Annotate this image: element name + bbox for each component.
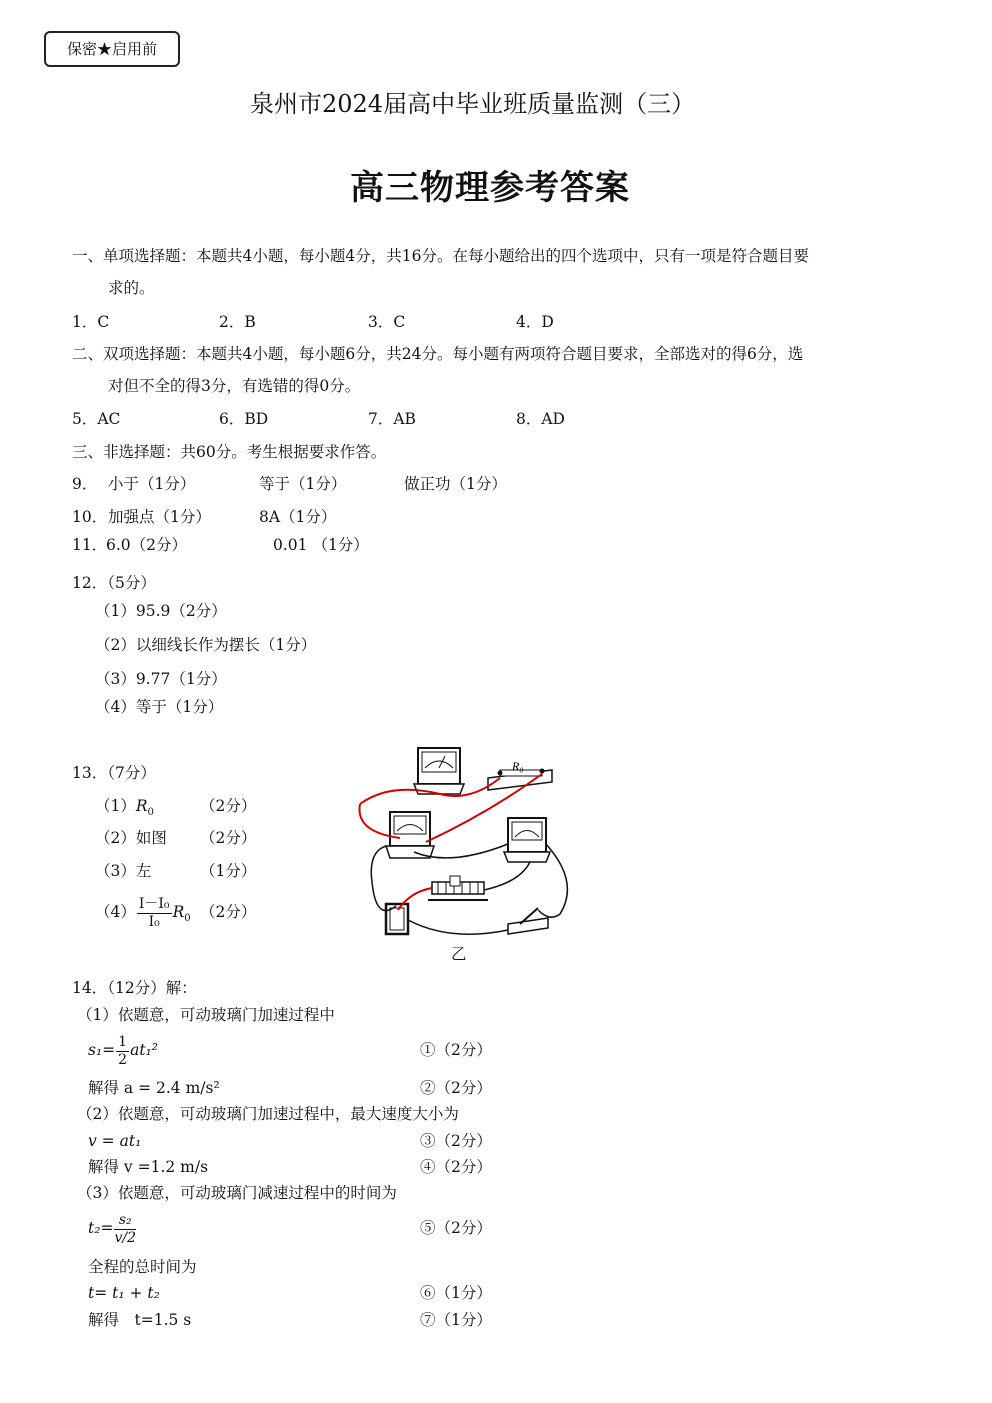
q13-item-4-sub: 0 bbox=[184, 913, 191, 925]
eq5-fraction bbox=[114, 1212, 136, 1247]
answer-5: 5．AC bbox=[72, 410, 121, 428]
answer-8: 8．AD bbox=[516, 410, 565, 428]
q14-eq5 bbox=[88, 1208, 137, 1248]
q13-item-1-sub: 0 bbox=[147, 807, 154, 819]
battery-icon bbox=[386, 904, 408, 934]
q13-item-1-label: （1） bbox=[95, 797, 136, 815]
q14-eq1 bbox=[88, 1030, 158, 1070]
q14-eq7: 解得 t=1.5 s bbox=[88, 1311, 192, 1329]
q14-heading: 14．（12分）解： bbox=[72, 979, 197, 997]
eq1-lhs: s₁= bbox=[88, 1041, 116, 1059]
eq1-fraction bbox=[116, 1034, 129, 1069]
q14-score-5: ⑤（2分） bbox=[420, 1219, 492, 1237]
answer-3: 3．C bbox=[368, 313, 406, 331]
q13-item-4 bbox=[95, 892, 191, 939]
q14-eq2: 解得 a = 2.4 m/s² bbox=[88, 1079, 220, 1097]
q13-item-1 bbox=[95, 796, 154, 823]
q14-eq6: t= t₁ + t₂ bbox=[88, 1284, 160, 1302]
answer-6: 6．BD bbox=[219, 410, 269, 428]
figure-caption: 乙 bbox=[451, 945, 467, 963]
fraction-denominator: I₀ bbox=[148, 913, 160, 930]
q9-answer-1: 小于（1分） bbox=[108, 475, 196, 493]
q11-number: 11． bbox=[72, 536, 108, 554]
fraction-numerator: 1 bbox=[118, 1033, 128, 1050]
q13-item-3: （3）左 bbox=[95, 862, 152, 880]
q14-score-4: ④（2分） bbox=[420, 1158, 492, 1176]
circuit-diagram bbox=[350, 742, 580, 967]
eq5-lhs: t₂= bbox=[88, 1219, 114, 1237]
q13-item-1-var: R bbox=[135, 797, 148, 815]
sec1-line1: 一、单项选择题：本题共4小题，每小题4分，共16分。在每小题给出的四个选项中，只有一项是符合题目要 bbox=[72, 247, 809, 265]
q11-answer-1: 6.0（2分） bbox=[106, 536, 188, 554]
q10-number: 10． bbox=[72, 508, 108, 526]
q11-answer-2: 0.01 （1分） bbox=[273, 536, 369, 554]
exam-title: 泉州市2024届高中毕业班质量监测（三） bbox=[250, 90, 696, 118]
q14-score-6: ⑥（1分） bbox=[420, 1284, 492, 1302]
q13-item-1-score: （2分） bbox=[200, 797, 257, 815]
q9-answer-2: 等于（1分） bbox=[259, 475, 347, 493]
q13-item-4-fraction bbox=[137, 896, 172, 931]
answer-1: 1．C bbox=[72, 313, 110, 331]
q14-part-1: （1）依题意，可动玻璃门加速过程中 bbox=[77, 1006, 335, 1024]
eq1-rhs: at₁² bbox=[130, 1041, 158, 1059]
switch-icon bbox=[508, 908, 548, 934]
confidential-stamp: 保密★启用前 bbox=[44, 31, 180, 67]
q13-item-2-score: （2分） bbox=[200, 829, 257, 847]
q14-part-3: （3）依题意，可动玻璃门减速过程中的时间为 bbox=[77, 1184, 397, 1202]
sec1-line2: 求的。 bbox=[108, 279, 155, 297]
q12-item-1: （1）95.9（2分） bbox=[95, 602, 227, 620]
sec3-line1: 三、非选择题：共60分。考生根据要求作答。 bbox=[72, 443, 387, 461]
q12-item-4: （4）等于（1分） bbox=[95, 698, 224, 716]
q13-item-2: （2）如图 bbox=[95, 829, 167, 847]
q10-answer-2: 8A（1分） bbox=[259, 508, 337, 526]
doc-title: 高三物理参考答案 bbox=[350, 168, 630, 208]
q12-heading: 12．（5分） bbox=[72, 574, 156, 592]
answer-4: 4．D bbox=[516, 313, 554, 331]
q13-item-4-var: R bbox=[172, 903, 185, 921]
fraction-numerator: s₂ bbox=[114, 1212, 136, 1230]
voltmeter-icon bbox=[414, 748, 464, 794]
sec2-line1: 二、双项选择题：本题共4小题，每小题6分，共24分。每小题有两项符合题目要求，全部选对的得6分，选 bbox=[72, 345, 804, 363]
q13-item-4-label: （4） bbox=[95, 903, 136, 921]
rheostat-icon bbox=[428, 876, 488, 900]
q12-item-3: （3）9.77（1分） bbox=[95, 670, 227, 688]
sec2-line2: 对但不全的得3分，有选错的得0分。 bbox=[108, 377, 361, 395]
q14-part-2: （2）依题意，可动玻璃门加速过程中，最大速度大小为 bbox=[77, 1105, 459, 1123]
fraction-denominator: 2 bbox=[118, 1051, 128, 1068]
q14-eq4: 解得 v =1.2 m/s bbox=[88, 1158, 209, 1176]
r0-label: R₀ bbox=[512, 759, 524, 773]
q14-score-7: ⑦（1分） bbox=[420, 1311, 492, 1329]
answer-7: 7．AB bbox=[368, 410, 416, 428]
q14-score-3: ③（2分） bbox=[420, 1132, 492, 1150]
resistor-r0-icon bbox=[488, 759, 552, 790]
q14-score-2: ②（2分） bbox=[420, 1079, 492, 1097]
fraction-numerator: I－I₀ bbox=[138, 895, 170, 912]
q13-item-4-score: （2分） bbox=[200, 903, 257, 921]
q14-eq3: v = at₁ bbox=[88, 1132, 142, 1150]
ammeter-a-icon bbox=[504, 818, 550, 862]
fraction-denominator: v/2 bbox=[114, 1229, 136, 1246]
q14-part-4: 全程的总时间为 bbox=[88, 1258, 197, 1276]
q13-heading: 13．（7分） bbox=[72, 764, 156, 782]
q9-number: 9． bbox=[72, 475, 98, 493]
q10-answer-1: 加强点（1分） bbox=[108, 508, 211, 526]
ammeter-a1-icon bbox=[386, 812, 434, 858]
answer-2: 2．B bbox=[219, 313, 256, 331]
q13-item-3-score: （1分） bbox=[200, 862, 257, 880]
q12-item-2: （2）以细线长作为摆长（1分） bbox=[95, 636, 317, 654]
q14-score-1: ①（2分） bbox=[420, 1041, 492, 1059]
q9-answer-3: 做正功（1分） bbox=[404, 475, 507, 493]
